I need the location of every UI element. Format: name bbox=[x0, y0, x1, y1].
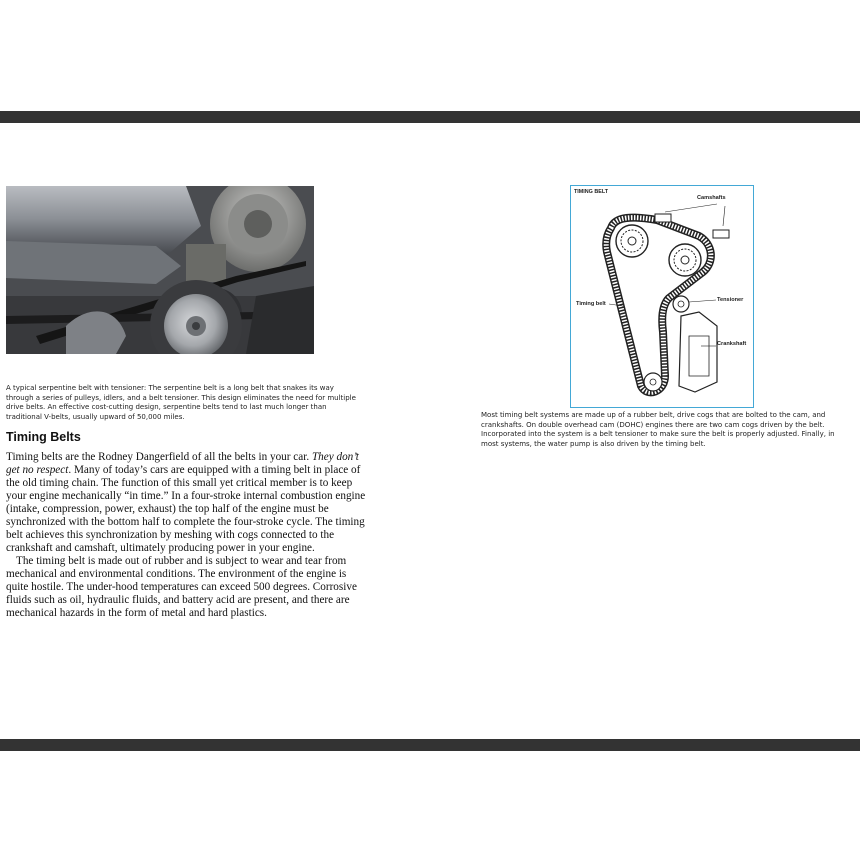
photo-caption: A typical serpentine belt with tensioner: The serpentine belt is a long belt that snakes its way through a series of pulleys, idlers, and a belt tensioner. This design eliminates the need for multiple drive belts. An effective cost-cutting design, serpentine belts tend to last much longer than traditional V-belts, usually upward of 50,000 miles. bbox=[6, 384, 356, 421]
paragraph-1-lead: Timing belts are the Rodney Dangerfield of all the belts in your car. bbox=[6, 451, 312, 463]
diagram-title: TIMING BELT bbox=[574, 189, 609, 195]
timing-belt-diagram bbox=[570, 185, 754, 408]
serpentine-belt-photo bbox=[6, 186, 314, 354]
paragraph-1-rest: . Many of today’s cars are equipped with a timing belt in place of the old timing chain. The function of this small yet critical member is to keep your engine mechanically “in time.” In a four-stroke internal combustion engine (intake, compression, power, exhaust) the top half of the engine must be synchronized with the bottom half to complete the four-stroke cycle. The timing belt achieves this synchronization by meshing with cogs connected to the crankshaft and camshaft, ultimately producing power in your engine. bbox=[6, 464, 366, 554]
timing-belt-label: Timing belt bbox=[576, 301, 606, 307]
section-heading: Timing Belts bbox=[6, 430, 81, 444]
top-divider-bar bbox=[0, 111, 860, 123]
crankshaft-label: Crankshaft bbox=[717, 341, 747, 347]
paragraph-1-emphasis: They don’t get no respect bbox=[6, 451, 359, 476]
diagram-caption: Most timing belt systems are made up of a rubber belt, drive cogs that are bolted to the cam, and crankshafts. On double overhead cam (DOHC) engines there are two cam cogs driven by the belt. Incorporated into the system is a belt tensioner to make sure the belt is properly adjusted. Finally, in most systems, the water pump is also driven by the timing belt. bbox=[481, 411, 835, 448]
paragraph-1 bbox=[6, 451, 370, 555]
camshafts-label: Camshafts bbox=[697, 195, 726, 201]
tensioner-label: Tensioner bbox=[717, 297, 744, 303]
paragraph-2: The timing belt is made out of rubber and is subject to wear and tear from mechanical and environmental conditions. The environment of the engine is quite hostile. The under-hood temperatures can exceed 500 degrees. Corrosive fluids such as oil, hydraulic fluids, and battery acid are present, and there are mechanical hazards in the form of metal and hard plastics. bbox=[6, 555, 357, 619]
bottom-divider-bar bbox=[0, 739, 860, 751]
body-text bbox=[6, 451, 370, 620]
